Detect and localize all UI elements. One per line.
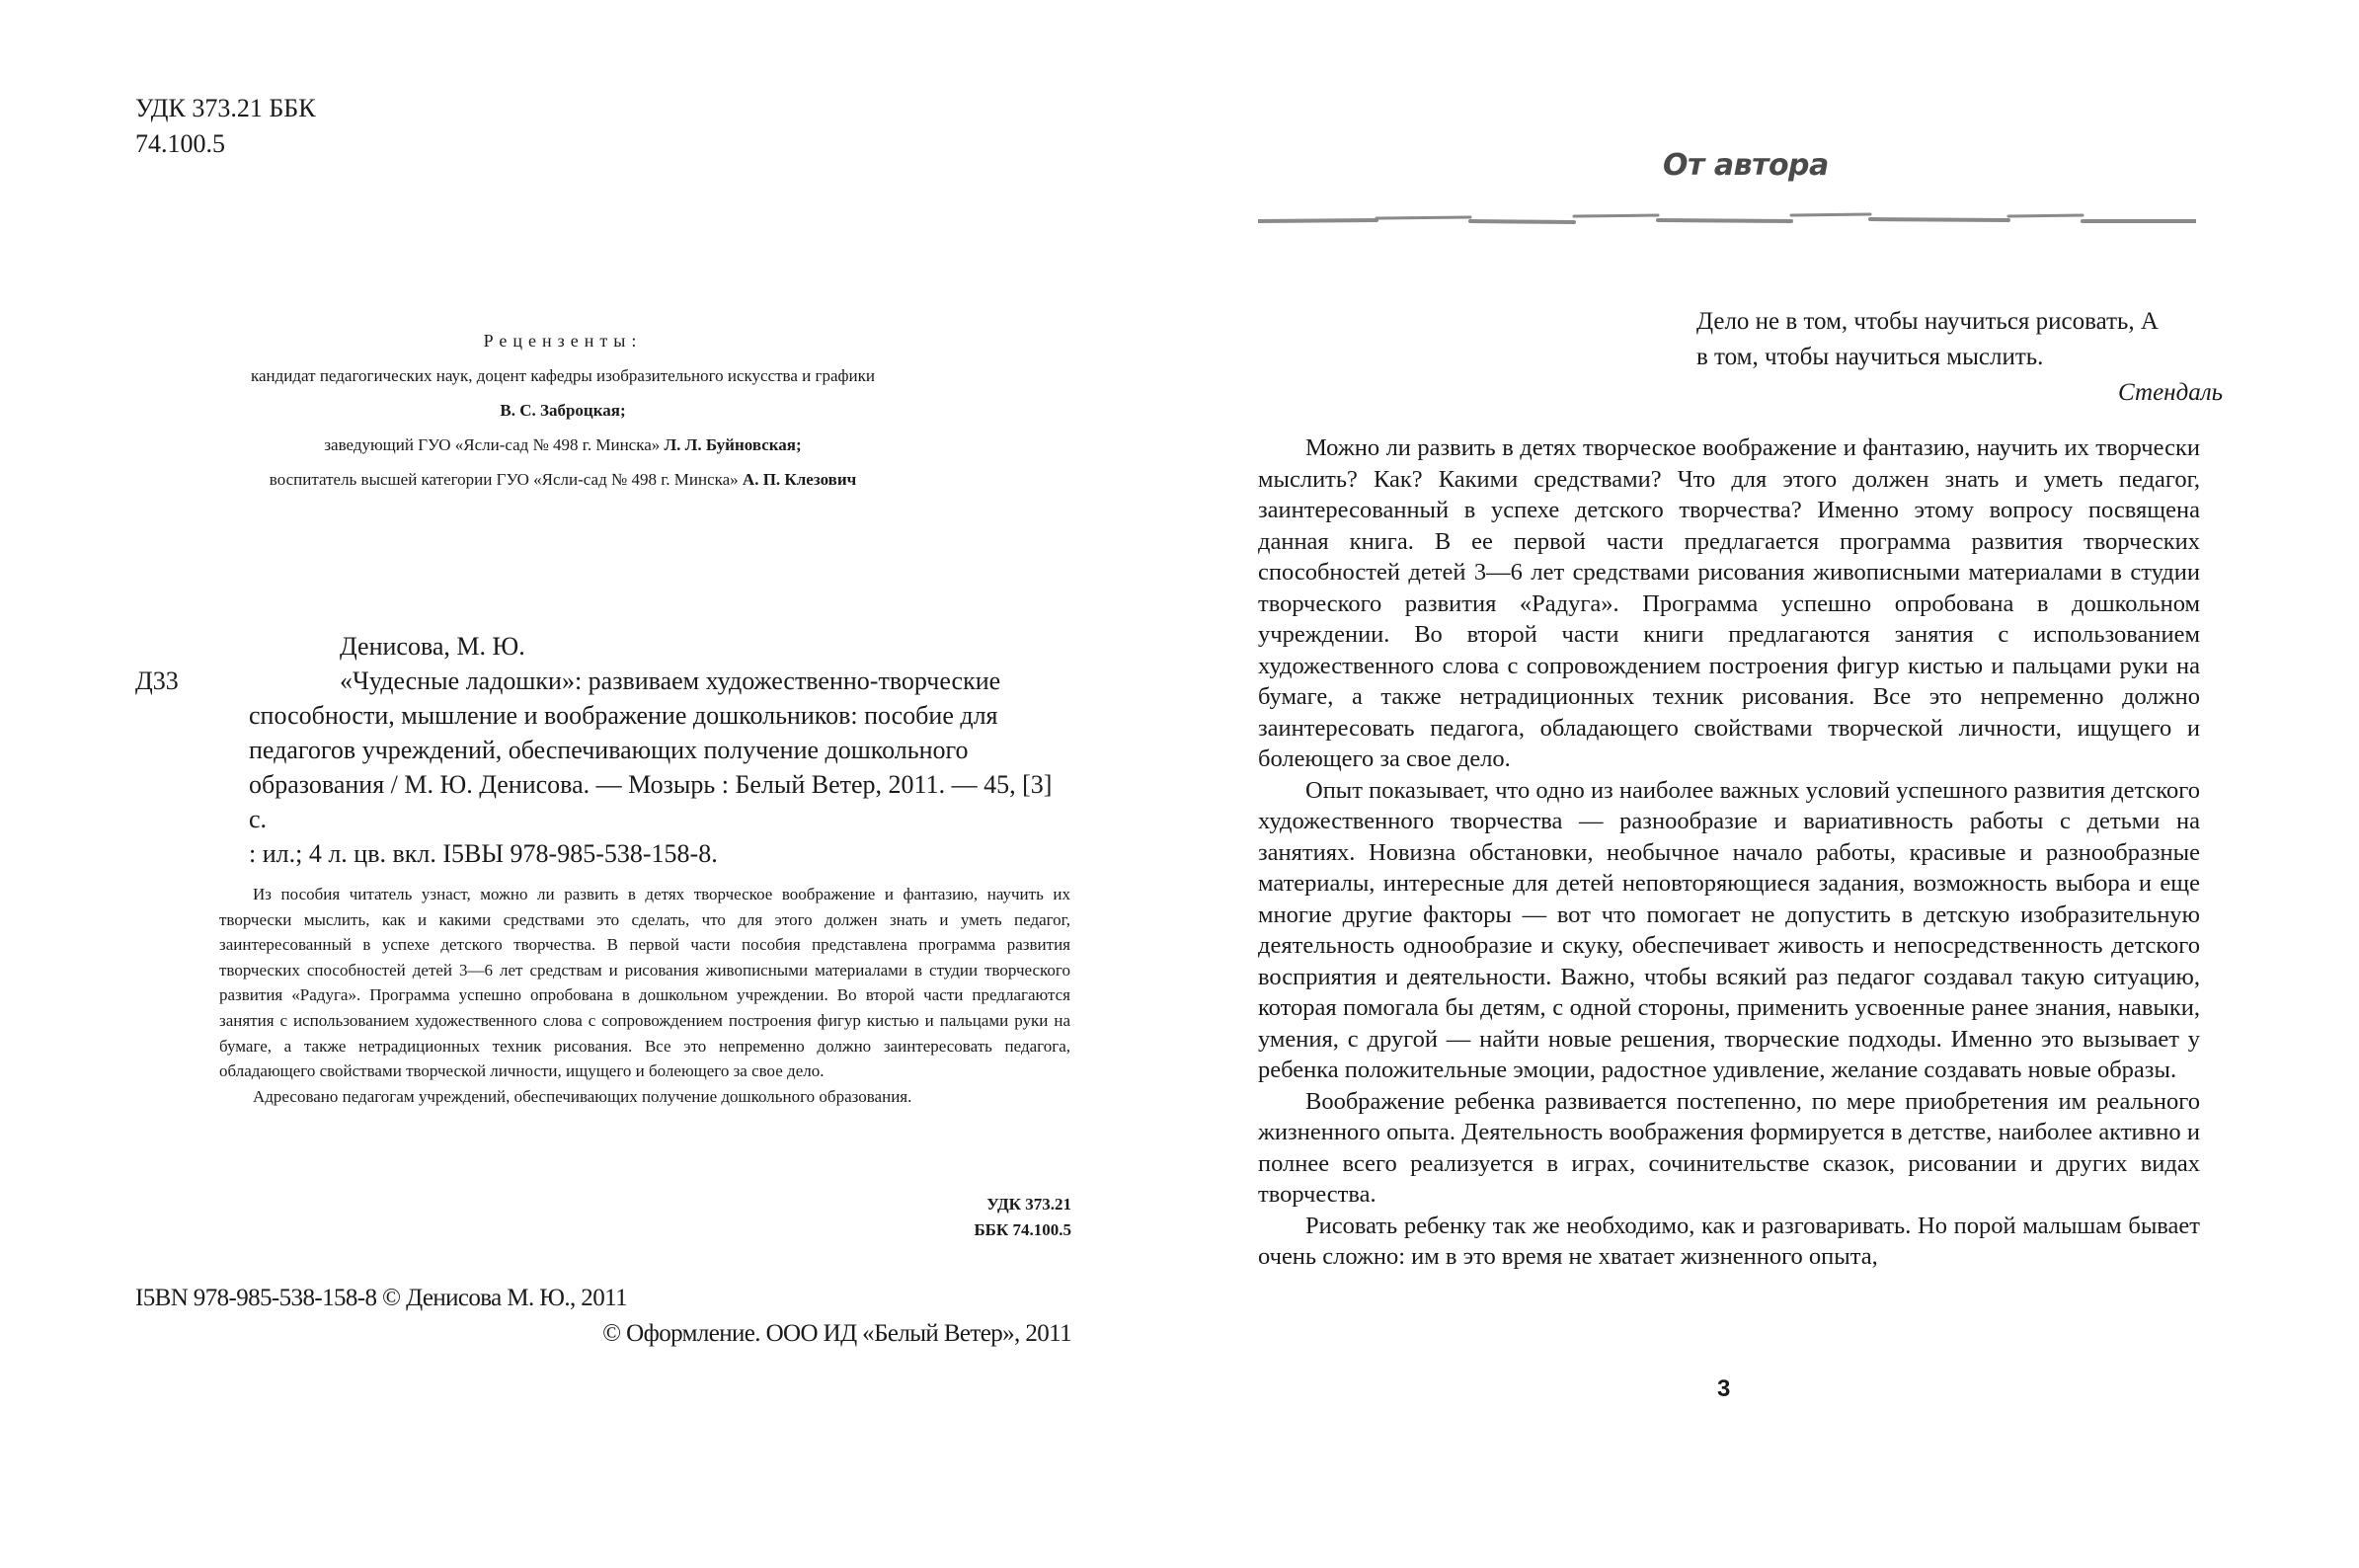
reviewer-3-title: воспитатель высшей категории ГУО «Ясли-сад № 498 г. Минска» [269, 470, 739, 489]
body-paragraph: Рисовать ребенку так же необходимо, как и разговаривать. Но порой малышам бывает очень сложно: им в это время не хватает жизненного опыта, [1258, 1212, 2200, 1270]
bbk-code: ББК 74.100.5 [974, 1220, 1071, 1239]
reviewers-block [148, 324, 978, 497]
right-page [1179, 0, 2359, 1568]
annotation [219, 882, 1070, 1109]
reviewer-2-title: заведующий ГУО «Ясли-сад № 498 г. Минска» [324, 435, 661, 454]
author-code: Д33 [135, 666, 179, 695]
bibliographic-record [135, 629, 1073, 871]
record-line-4: образования / М. Ю. Денисова. — Мозырь : Белый Ветер, 2011. — 45, [3] с. [249, 770, 1053, 833]
record-line-1: «Чудесные ладошки»: развиваем художественно-творческие [340, 666, 1001, 695]
epigraph [1696, 304, 2223, 411]
udk-classification-bottom [810, 1192, 1071, 1243]
udk-line: УДК 373.21 ББК [135, 94, 316, 122]
epigraph-line-2: в том, чтобы научиться мыслить. [1696, 344, 2044, 370]
reviewer-1-name: В. С. Заброцкая; [500, 401, 626, 420]
body-paragraph: Опыт показывает, что одно из наиболее важных условий успешного развития детского художественного творчества — разнообразие и вариативность работы с детьми на занятиях. Новизна обстановки, необычное начало работы, красивые и разнообразные материалы, интересные для детей неповторяющиеся задания, возможность выбора и еще многие другие факторы — вот что помогает не допустить в детскую изобразительную деятельность однообразие и скуку, обеспечивает живость и непосредственность детского восприятия и деятельности. Важно, чтобы всякий раз педагог создавал такую ситуацию, которая помогала бы детям, с одной стороны, применить усвоенные ранее знания, навыки, умения, с другой — найти новые решения, творческие подходы. Именно это вызывает у ребенка положительные эмоции, радостное удивление, желание создавать новые образы. [1258, 776, 2200, 1083]
section-title: От автора [1663, 148, 1829, 183]
body-paragraph: Можно ли развить в детях творческое воображение и фантазию, научить их творчески мыслить? Как? Какими средствами? Что для этого должен знать и уметь педагог, заинтересованный в успехе детского творчества? Именно этому вопросу посвящена данная книга. В ее первой части предлагается программа развития творческих способностей детей 3—6 лет средствами рисования живописными материалами в студии творческого развития «Радуга». Программа успешно опробована в дошкольном учреждении. Во второй части книги предлагаются занятия с использованием художественного слова с сопровождением построения фигур кистью и пальцами руки на бумаге, а также нетрадиционных техник рисования. Все это непременно должно заинтересовать педагога, обладающего свойствами творческой личности, ищущего и болеющего за свое дело. [1258, 434, 2200, 772]
bbk-line: 74.100.5 [135, 129, 225, 158]
copyright-block [135, 1281, 1071, 1352]
reviewer-3 [148, 462, 978, 497]
design-copyright-line: © Оформление. ООО ИД «Белый Ветер», 2011 [602, 1320, 1071, 1347]
left-page [0, 0, 1179, 1568]
decorative-rule [1258, 209, 2196, 227]
main-text [1258, 432, 2200, 1273]
record-first-row [135, 664, 1073, 698]
body-paragraph: Воображение ребенка развивается постепенно, по мере приобретения им реального жизненного опыта. Деятельность воображения формируется в детстве, наиболее активно и полнее всего реализуется в играх, сочинительстве сказок, рисовании и других видах творчества. [1258, 1087, 2200, 1208]
annotation-audience: Адресовано педагогам учреждений, обеспечивающих получение дошкольного образования. [253, 1086, 912, 1106]
udk-classification-top [135, 91, 316, 162]
record-line-5: : ил.; 4 л. цв. вкл. I5ВЫ 978-985-538-158-8. [249, 839, 718, 868]
reviewers-heading: Рецензенты: [483, 331, 643, 351]
record-line-3: педагогов учреждений, обеспечивающих получение дошкольного [249, 736, 969, 764]
reviewer-2 [148, 428, 978, 462]
annotation-paragraph: Из пособия читатель узнаст, можно ли развить в детях творческое воображение и фантазию, научить их творчески мыслить, как и какими средствами это сделать, что для этого должен знать и уметь педагог, заинтересованный в успехе детского творчества. В первой части пособия представлена программа развития творческих способностей детей 3—6 лет средствам и рисования живописными материалами в студии творческого развития «Радуга». Программа успешно опробована в дошкольном учреждении. Во второй части предлагаются занятия с использованием художественного слова с сопровождением построения фигур кистью и пальцами руки на бумаге, а также нетрадиционных техник рисования. Все это непременно должно заинтересовать педагога, обладающего свойствами творческой личности, ищущего и болеющего за свое дело. [219, 885, 1070, 1081]
udk-code: УДК 373.21 [986, 1195, 1071, 1214]
epigraph-line-1: Дело не в том, чтобы научиться рисовать, А [1696, 308, 2159, 335]
reviewer-1-title: кандидат педагогических наук, доцент кафедры изобразительного искусства и графики [251, 366, 875, 385]
isbn-copyright-line: I5BN 978-985-538-158-8 © Денисова М. Ю., 2011 [135, 1285, 627, 1311]
reviewer-3-name: А. П. Клезович [742, 470, 857, 489]
page-number: 3 [1717, 1375, 1731, 1402]
reviewer-2-name: Л. Л. Буйновская; [664, 435, 802, 454]
record-line-2: способности, мышление и воображение дошкольников: пособие для [249, 701, 998, 730]
record-author: Денисова, М. Ю. [340, 632, 525, 661]
epigraph-author: Стендаль [2117, 379, 2223, 406]
